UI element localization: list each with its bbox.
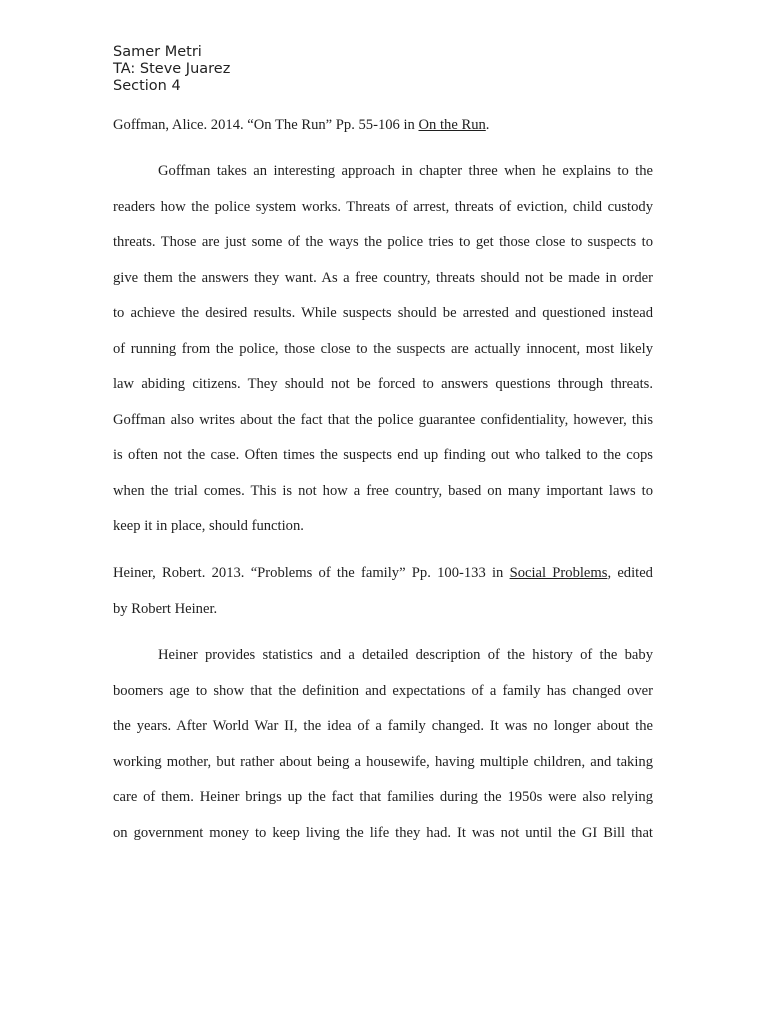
book-title: Social Problems [509, 565, 608, 581]
text-line: care of them. Heiner brings up the fact that families during the 1950s were also relying [113, 789, 653, 805]
text-line: by Robert Heiner. [113, 600, 218, 617]
text-line: boomers age to show that the definition and expectations of a family has changed over [113, 682, 653, 699]
text-line: Goffman also writes about the fact that the police guarantee confidentiality, however, this [113, 411, 653, 428]
citation-end: , edited [607, 565, 653, 581]
author-name: Samer Metri [113, 44, 202, 60]
section-label: Section 4 [113, 78, 181, 94]
text-line: the years. After World War II, the idea of a family changed. It was no longer about the [113, 718, 653, 734]
citation-end: . [485, 117, 490, 133]
book-title: On the Run [418, 117, 486, 133]
text-line: give them the answers they want. As a free country, threats should not be made in order [113, 269, 653, 286]
text-line: to achieve the desired results. While suspects should be arrested and questioned instead [113, 305, 653, 321]
ta-name: TA: Steve Juarez [113, 61, 231, 77]
text-line: on government money to keep living the life they had. It was not until the GI Bill that [113, 824, 653, 841]
text-line: of running from the police, those close to the suspects are actually innocent, most likely [113, 340, 653, 357]
text-line: keep it in place, should function. [113, 518, 304, 534]
text-line: Goffman takes an interesting approach in chapter three when he explains to the [158, 163, 653, 179]
author-header [113, 44, 230, 95]
text-line: threats. Those are just some of the ways the police tries to get those close to suspects to [113, 234, 653, 250]
citation-text: Heiner, Robert. 2013. “Problems of the family” Pp. 100-133 in [113, 565, 510, 581]
text-line: is often not the case. Often times the suspects end up finding out who talked to the cops [113, 447, 653, 463]
citation-line [113, 565, 653, 582]
citation-text: Goffman, Alice. 2014. “On The Run” Pp. 55-106 in [113, 117, 419, 133]
text-line: readers how the police system works. Threats of arrest, threats of eviction, child custody [113, 198, 653, 215]
text-line: law abiding citizens. They should not be forced to answers questions through threats. [113, 376, 653, 392]
text-line: when the trial comes. This is not how a free country, based on many important laws to [113, 482, 653, 499]
text-line: working mother, but rather about being a housewife, having multiple children, and taking [113, 753, 653, 770]
text-line: Heiner provides statistics and a detailed description of the history of the baby [158, 647, 653, 663]
